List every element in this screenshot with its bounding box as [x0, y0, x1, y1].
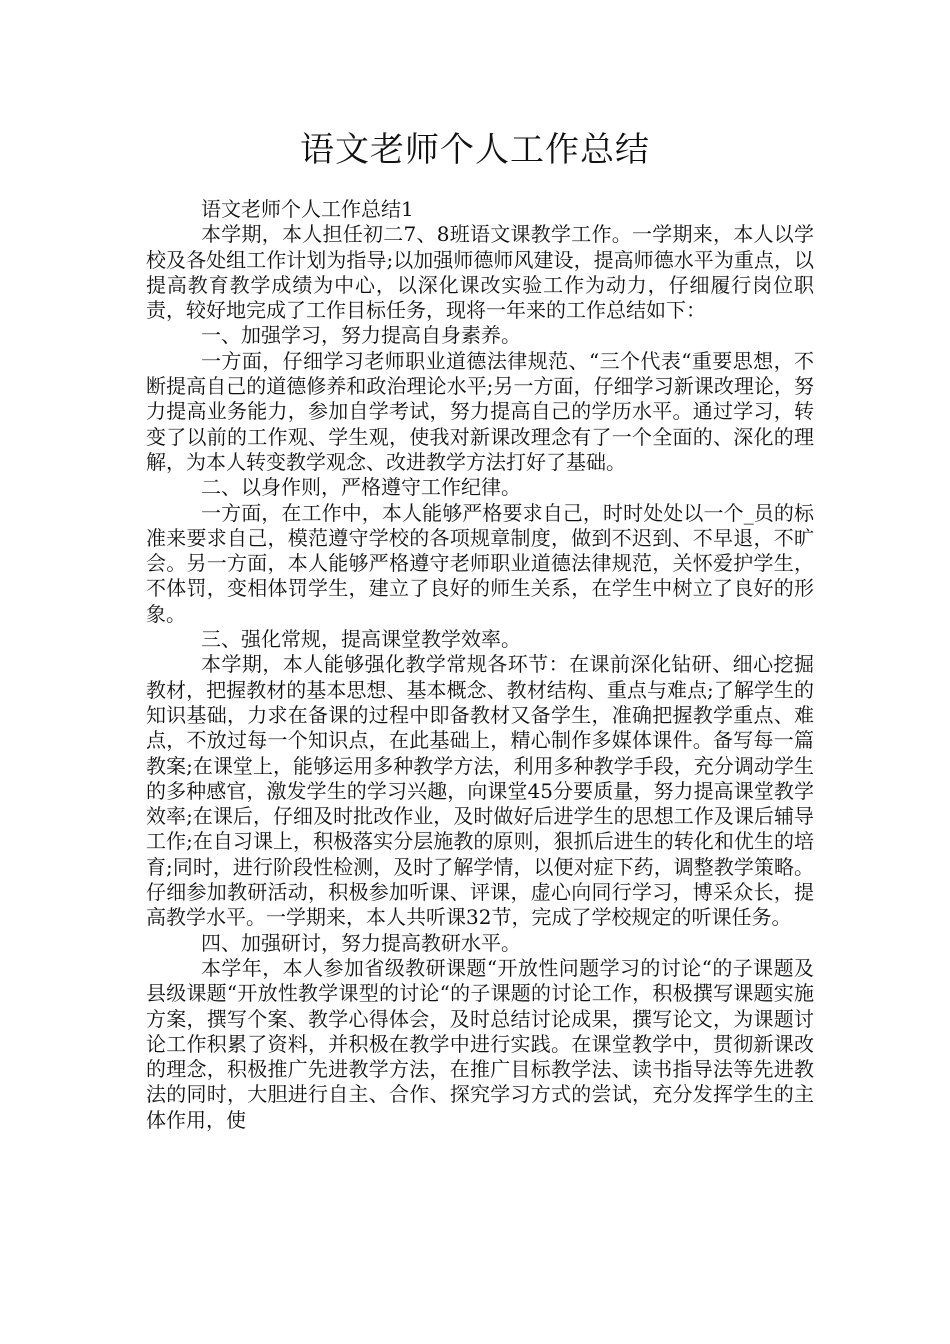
section-heading: 语文老师个人工作总结1 [201, 197, 414, 221]
section-heading: 二、以身作则，严格遵守工作纪律。 [201, 475, 521, 500]
document-body [146, 197, 814, 1133]
section-heading: 四、加强研讨，努力提高教研水平。 [201, 930, 521, 955]
body-paragraph: 本学期，本人能够强化教学常规各环节：在课前深化钻研、细心挖掘教材，把握教材的基本思想、基本概念、教材结构、重点与难点;了解学生的知识基础，力求在备课的过程中即备教材又备学生，准确把握教学重点、难点，不放过每一个知识点，在此基础上，精心制作多媒体课件。备写每一篇教案;在课堂上，能够运用多种教学方法，利用多种教学手段，充分调动学生的多种感官，激发学生的学习兴趣，向课堂45分要质量，努力提高课堂教学效率;在课后，仔细及时批改作业，及时做好后进学生的思想工作及课后辅导工作;在自习课上，积极落实分层施教的原则，狠抓后进生的转化和优生的培育;同时，进行阶段性检测，及时了解学情，以便对症下药，调整教学策略。仔细参加教研活动，积极参加听课、评课，虚心向同行学习，博采众长，提高教学水平。一学期来，本人共听课32节，完成了学校规定的听课任务。 [146, 652, 814, 930]
body-paragraph: 一方面，仔细学习老师职业道德法律规范、“三个代表“重要思想，不断提高自己的道德修养和政治理论水平;另一方面，仔细学习新课改理论，努力提高业务能力，参加自学考试，努力提高自己的学历水平。通过学习，转变了以前的工作观、学生观，使我对新课改理念有了一个全面的、深化的理解，为本人转变教学观念、改进教学方法打好了基础。 [146, 348, 814, 474]
body-paragraph: 本学年，本人参加省级教研课题“开放性问题学习的讨论“的子课题及县级课题“开放性教学课型的讨论“的子课题的讨论工作，积极撰写课题实施方案，撰写个案、教学心得体会，及时总结讨论成果，撰写论文，为课题讨论工作积累了资料，并积极在教学中进行实践。在课堂教学中，贯彻新课改的理念，积极推广先进教学方法，在推广目标教学法、读书指导法等先进教法的同时，大胆进行自主、合作、探究学习方式的尝试，充分发挥学生的主体作用，使 [146, 955, 814, 1132]
body-paragraph: 本学期，本人担任初二7、8班语文课教学工作。一学期来，本人以学校及各处组工作计划为指导;以加强师德师风建设，提高师德水平为重点，以提高教育教学成绩为中心，以深化课改实验工作为动力，仔细履行岗位职责，较好地完成了工作目标任务，现将一年来的工作总结如下： [146, 222, 814, 323]
document-title: 语文老师个人工作总结 [300, 130, 650, 170]
section-heading: 一、加强学习，努力提高自身素养。 [201, 323, 521, 348]
body-paragraph: 一方面，在工作中，本人能够严格要求自己，时时处处以一个_员的标准来要求自己，模范遵守学校的各项规章制度，做到不迟到、不早退，不旷会。另一方面，本人能够严格遵守老师职业道德法律规范，关怀爱护学生，不体罚，变相体罚学生，建立了良好的师生关系，在学生中树立了良好的形象。 [146, 500, 814, 626]
section-heading: 三、强化常规，提高课堂教学效率。 [201, 627, 521, 652]
